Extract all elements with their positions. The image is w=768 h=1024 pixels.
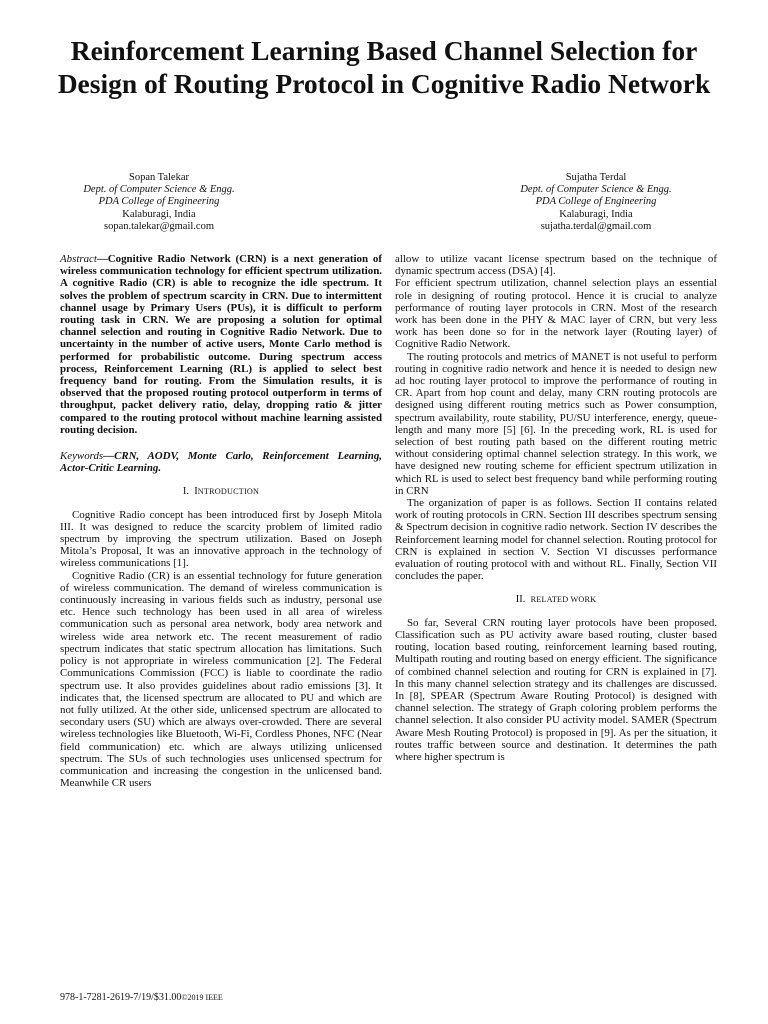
author-name: Sujatha Terdal (565, 172, 627, 183)
author-block-2 (476, 172, 716, 233)
left-column (60, 253, 382, 789)
section-heading-related-work (395, 594, 717, 606)
right-paragraph-4: The organization of paper is as follows. Section II contains related work of routing protocols in CRN. Section III describes spectrum sensing & Spectrum decision in cognitive radio network. Section IV describes the Reinforcement learning model for channel selection. Routing protocol for CRN is explained in section V. Section VI discusses performance evaluation of routing protocol with and without RL. Finally, Section VII concludes the paper. (395, 497, 717, 583)
author-location: Kalaburagi, India (122, 208, 196, 220)
footer-isbn: 978-1-7281-2619-7/19/$31.00 (60, 992, 182, 1003)
keywords-text: —CRN, AODV, Monte Carlo, Reinforcement Learning, Actor-Critic Learning. (60, 450, 382, 475)
section-initial: I (194, 486, 198, 498)
footer-copyright: ©2019 IEEE (181, 993, 223, 1002)
section-title-rest: NTRODUCTION (197, 487, 260, 497)
intro-paragraph-2: Cognitive Radio (CR) is an essential technology for future generation of wireless communication. The demand of wireless communication is continuously increasing in various fields such as industry, personal use etc. Hence such technology has been used in all area of wireless communication such as personal area network, body area network and wireless wide area network etc. The recent measurement of radio spectrum indicates that static spectrum allocation has limitations. Such policy is not appropriate in wireless communication [2]. The Federal Communications Commission (FCC) is liable to coordinate the radio spectrum use. It also provides guidelines about radio emissions [3]. It indicates that, the licensed spectrum are allocated to PU and which are not fully utilized. At the other side, unlicensed spectrum are allocated to secondary users (SU) which are always over-crowded. There are several wireless technologies like Bluetooth, Wi-Fi, Cordless Phones, NFC (Near field communication) etc. which are always utilizing unlicensed spectrum. The SUs of such technologies uses unlicensed spectrum for communication and increasing the congestion in the unlicensed band. Meanwhile CR users (60, 569, 382, 790)
copyright-footer (60, 992, 223, 1003)
author-block-1 (39, 172, 279, 233)
abstract-label: Abstract (60, 253, 97, 265)
author-location: Kalaburagi, India (559, 208, 633, 220)
intro-paragraph-1: Cognitive Radio concept has been introduced first by Joseph Mitola III. It was designed to reduce the scarcity problem of limited radio spectrum by improving the spectrum utilization. Based on Joseph Mitola’s Proposal, It was an innovative approach in the technology of wireless communications [1]. (60, 508, 382, 570)
section-title: RELATED WORK (530, 595, 597, 605)
section-heading-introduction (60, 486, 382, 498)
author-college: PDA College of Engineering (535, 196, 657, 208)
keywords-label: Keywords (60, 450, 104, 463)
author-dept: Dept. of Computer Science & Engg. (520, 184, 672, 196)
author-college: PDA College of Engineering (98, 196, 220, 208)
abstract (60, 253, 382, 436)
related-paragraph-1: So far, Several CRN routing layer protocols have been proposed. Classification such as PU activity aware based routing, cluster based routing, location based routing, reinforcement learning based routing, Multipath routing and routing based on energy efficient. The significance of combined channel selection and routing for CRN is explained in [7]. In this many channel selection strategy and its challenges are discussed. In [8], SPEAR (Spectrum Aware Routing Protocol) is designed with channel selection. The strategy of Graph coloring problem performs the channel selection. It also consider PU activity model. SAMER (Spectrum Aware Mesh Routing Protocol) is proposed in [9]. As per the situation, it routes traffic between source and destination. It determines the path where higher spectrum is (395, 616, 717, 763)
right-paragraph-3: The routing protocols and metrics of MANET is not useful to perform routing in cognitive radio network and hence it is needed to design new ad hoc routing layer protocol to improve the performance of routing in CR. Apart from hop count and delay, many CRN routing protocols are designed using different routing metrics such as Power consumption, spectrum availability, route stability, PU/SU interference, energy, queue-length and many more [5] [6]. In the preceding work, RL is used for selection of best routing path based on the different routing metric without considering optimal channel selection strategy. In this work, we have designed new routing scheme for efficient spectrum utilization in which RL is used to select best frequency band while performing routing in CRN (395, 350, 717, 497)
section-numeral: II. (515, 594, 526, 606)
right-paragraph-2: For efficient spectrum utilization, channel selection plays an essential role in designing of routing protocol. Hence it is crucial to analyze performance of routing layer protocols in CRN. Most of the research work has been done in the PHY & MAC layer of CRN, but very less work has been done so for in the network layer (Routing layer) of Cognitive Radio Network. (395, 277, 717, 351)
keywords (60, 450, 382, 474)
section-numeral: I. (182, 486, 190, 498)
right-column (395, 253, 717, 763)
paper-title: Reinforcement Learning Based Channel Selection for Design of Routing Protocol in Cognitive Radio Network (57, 35, 711, 99)
author-email: sopan.talekar@gmail.com (104, 220, 214, 232)
right-paragraph-1: allow to utilize vacant license spectrum based on the technique of dynamic spectrum access (DSA) [4]. (395, 253, 717, 278)
author-email: sujatha.terdal@gmail.com (540, 220, 652, 232)
author-dept: Dept. of Computer Science & Engg. (83, 184, 235, 196)
author-name: Sopan Talekar (128, 172, 189, 183)
abstract-text: —Cognitive Radio Network (CRN) is a next generation of wireless communication technology for efficient spectrum utilization. A cognitive Radio (CR) is able to recognize the idle spectrum. It solves the problem of spectrum scarcity in CRN. Due to intermittent channel usage by Primary Users (PUs), it is difficult to perform routing task in CRN. We are proposing a solution for optimal channel selection and routing in Cognitive Radio Network. Due to uncertainty in the number of active users, Monte Carlo method is performed for probabilistic outcome. During spectrum access process, Reinforcement Learning (RL) is applied to select best frequency band for routing. From the Simulation results, it is observed that the proposed routing protocol outperform in terms of throughput, packet delivery ratio, delay, dropping ratio & jitter compared to the routing protocol without machine learning assisted routing decision. (60, 253, 382, 436)
